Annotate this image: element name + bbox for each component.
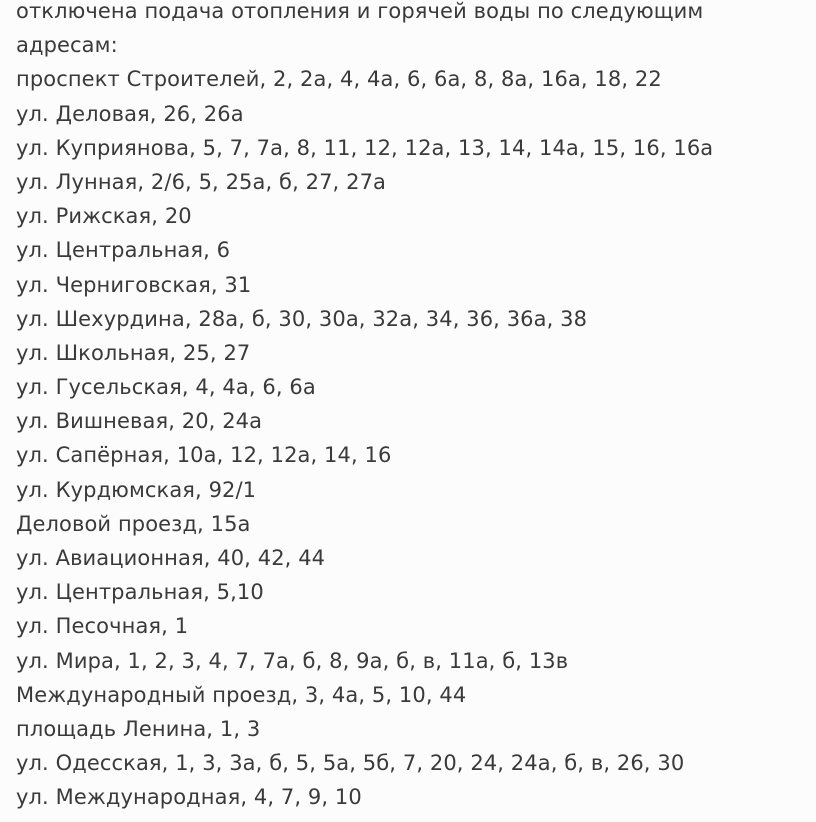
- address-list: [16, 62, 806, 814]
- address-line: ул. Центральная, 5,10: [16, 580, 264, 605]
- address-line: ул. Деловая, 26, 26а: [16, 101, 244, 126]
- address-line: площадь Ленина, 1, 3: [16, 716, 261, 741]
- address-line: Деловой проезд, 15а: [16, 511, 251, 536]
- address-line: ул. Международная, 4, 7, 9, 10: [16, 785, 362, 810]
- address-line: Международный проезд, 3, 4а, 5, 10, 44: [16, 682, 467, 707]
- address-line: ул. Шехурдина, 28а, б, 30, 30а, 32а, 34, 36, 36а, 38: [16, 306, 588, 331]
- intro-text: отключена подача отопления и горячей воды по следующим адресам:: [16, 0, 704, 58]
- address-line: ул. Сапёрная, 10а, 12, 12а, 14, 16: [16, 443, 392, 468]
- address-line: ул. Курдюмская, 92/1: [16, 477, 257, 502]
- address-line: проспект Строителей, 2, 2а, 4, 4а, 6, 6а, 8, 8а, 16а, 18, 22: [16, 67, 662, 92]
- address-line: ул. Одесская, 1, 3, 3а, б, 5, 5а, 5б, 7, 20, 24, 24а, б, в, 26, 30: [16, 751, 685, 776]
- address-line: ул. Мира, 1, 2, 3, 4, 7, 7а, б, 8, 9а, б, в, 11а, б, 13в: [16, 648, 569, 673]
- address-line: ул. Черниговская, 31: [16, 272, 252, 297]
- document-text: [16, 0, 806, 815]
- address-line: ул. Лунная, 2/6, 5, 25а, б, 27, 27а: [16, 169, 386, 194]
- address-line: ул. Авиационная, 40, 42, 44: [16, 546, 326, 571]
- address-line: ул. Гусельская, 4, 4а, 6, 6а: [16, 375, 316, 400]
- address-line: ул. Песочная, 1: [16, 614, 189, 639]
- address-line: ул. Центральная, 6: [16, 238, 231, 263]
- address-line: ул. Рижская, 20: [16, 204, 192, 229]
- address-line: ул. Куприянова, 5, 7, 7а, 8, 11, 12, 12а, 13, 14, 14а, 15, 16, 16а: [16, 135, 714, 160]
- address-line: ул. Школьная, 25, 27: [16, 340, 251, 365]
- address-line: ул. Вишневая, 20, 24а: [16, 409, 263, 434]
